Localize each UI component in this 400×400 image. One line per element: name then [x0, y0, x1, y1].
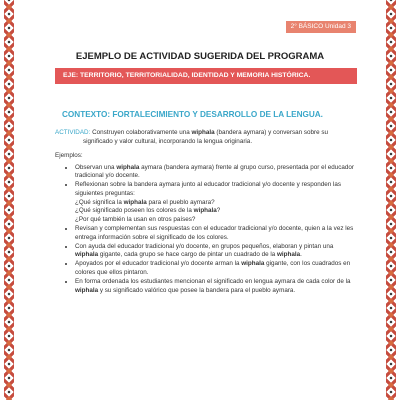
question-3: ¿Por qué también la usan en otros países?	[75, 215, 196, 223]
activity-keyword: wiphala	[191, 129, 215, 136]
context-title: CONTEXTO: FORTALECIMIENTO Y DESARROLLO DE LA LENGUA.	[62, 110, 323, 119]
activity-label: ACTIVIDAD:	[55, 129, 91, 136]
activity-description	[55, 129, 355, 146]
unit-badge: 2° BÁSICO Unidad 3	[286, 21, 356, 33]
activity-text-continued: significado y valor cultural, incorporando la lengua originaria.	[83, 137, 253, 145]
eje-banner: EJE: TERRITORIO, TERRITORIALIDAD, IDENTIDAD Y MEMORIA HISTÓRICA.	[55, 68, 357, 84]
examples-label: Ejemplos:	[55, 152, 83, 160]
list-item: • Apoyados por el educador tradicional y/o docente arman la wiphala gigante, con los cuadrados en colores que ellos pintaron.	[75, 260, 355, 277]
list-item: • Con ayuda del educador tradicional y/o docente, en grupos pequeños, elaboran y pintan una wiphala gigante, cada grupo se hace cargo de pintar un cuadrado de la wiphala.	[75, 243, 355, 260]
examples-list	[55, 164, 355, 295]
question-1: ¿Qué significa la wiphala para el pueblo aymara?	[75, 198, 215, 206]
list-item: • Observan una wiphala aymara (bandera aymara) frente al grupo curso, presentada por el educador tradicional y/o docente.	[75, 164, 355, 181]
question-2: ¿Qué significado poseen los colores de la wiphala?	[75, 207, 221, 215]
list-item: • Reflexionan sobre la bandera aymara junto al educador tradicional y/o docente y responden las siguientes preguntas: ¿Qué significa la wiphala para el pueblo aymara? ¿Qué significado poseen los colores de la wiphala? ¿Por qué también la usan en otros países?	[75, 181, 355, 224]
activity-text-2: (bandera aymara) y conversan sobre su	[214, 129, 329, 136]
activity-text: Construyen colaborativamente una	[90, 129, 192, 136]
list-item: • En forma ordenada los estudiantes mencionan el significado en lengua aymara de cada color de la wiphala y su significado valórico que posee la bandera para el pueblo aymara.	[75, 278, 355, 295]
page-title: EJEMPLO DE ACTIVIDAD SUGERIDA DEL PROGRAMA	[75, 51, 325, 62]
list-item: • Revisan y complementan sus respuestas con el educador tradicional y/o docente, quien a la vez les entrega información sobre el significado de los colores.	[75, 225, 355, 242]
activity-content	[55, 129, 355, 296]
